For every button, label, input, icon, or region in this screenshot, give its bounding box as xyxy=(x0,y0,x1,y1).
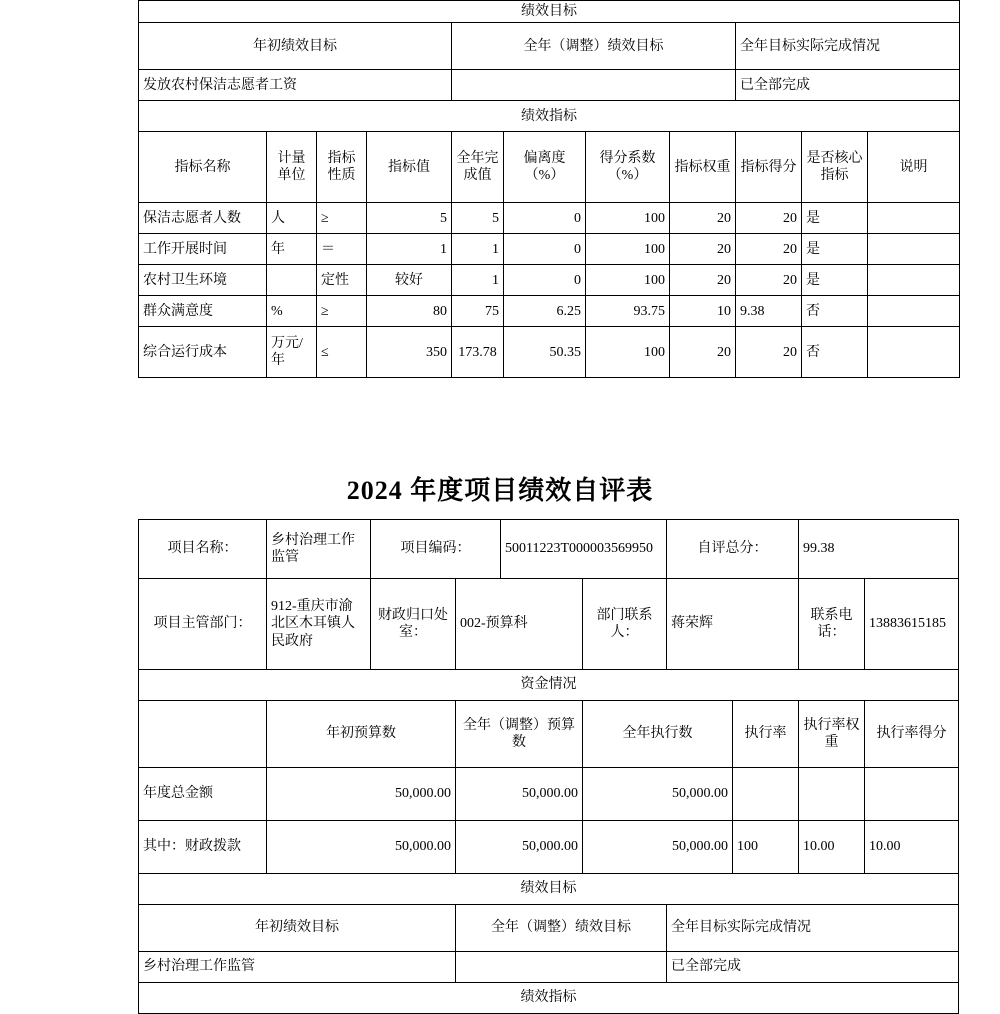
initial-goal-header: 年初绩效目标 xyxy=(139,23,452,70)
table-row xyxy=(139,296,1000,327)
fund-initial-budget: 50,000.00 xyxy=(267,768,456,821)
indicator-year-complete: 173.78 xyxy=(452,327,504,378)
spacer-cell xyxy=(960,296,1000,327)
fund-adjusted-budget: 50,000.00 xyxy=(456,768,583,821)
indicator-is-core: 是 xyxy=(802,203,868,234)
indicator-name: 群众满意度 xyxy=(139,296,267,327)
indicator-year-complete: 75 xyxy=(452,296,504,327)
spacer-cell xyxy=(959,905,1000,952)
indicator-unit xyxy=(267,265,317,296)
top-table xyxy=(138,0,1000,378)
indicator-name: 保洁志愿者人数 xyxy=(139,203,267,234)
fund-execution-rate: 100 xyxy=(733,821,799,874)
spacer-cell xyxy=(959,983,1000,1014)
col-score-coef: 得分系数（%） xyxy=(586,132,670,203)
finance-dept-label: 财政归口处室： xyxy=(371,579,456,670)
bottom-table xyxy=(138,519,1000,1014)
indicator-is-core: 是 xyxy=(802,234,868,265)
indicator-year-complete: 1 xyxy=(452,234,504,265)
col-rate-weight: 执行率权重 xyxy=(799,701,865,768)
project-code-label: 项目编码： xyxy=(371,520,501,579)
contact-value: 蒋荣辉 xyxy=(667,579,799,670)
fund-adjusted-budget: 50,000.00 xyxy=(456,821,583,874)
indicator-remark xyxy=(868,327,960,378)
indicator-score-coef: 100 xyxy=(586,234,670,265)
indicator-score: 9.38 xyxy=(736,296,802,327)
spacer-cell xyxy=(959,670,1000,701)
indicator-remark xyxy=(868,203,960,234)
table-row xyxy=(139,327,1000,378)
phone-label: 联系电话： xyxy=(799,579,865,670)
col-rate-score: 执行率得分 xyxy=(865,701,959,768)
actual-completion-header: 全年目标实际完成情况 xyxy=(736,23,960,70)
fund-section-header: 资金情况 xyxy=(139,670,959,701)
page-title: 2024 年度项目绩效自评表 xyxy=(0,470,1000,507)
col-year-complete: 全年完成值 xyxy=(452,132,504,203)
col-indicator-name: 指标名称 xyxy=(139,132,267,203)
indicator-value: 80 xyxy=(367,296,452,327)
actual-completion-value: 已全部完成 xyxy=(736,70,960,101)
performance-indicator-header: 绩效指标 xyxy=(139,101,960,132)
table-row xyxy=(139,874,1000,905)
table-row xyxy=(139,821,1000,874)
spacer-cell xyxy=(959,520,1000,579)
indicator-year-complete: 5 xyxy=(452,203,504,234)
fund-rate-score: 10.00 xyxy=(865,821,959,874)
indicator-deviation: 0 xyxy=(504,203,586,234)
table-row xyxy=(139,70,1000,101)
performance-table-top xyxy=(138,0,1000,378)
spacer-cell xyxy=(960,132,1000,203)
fund-execution-rate xyxy=(733,768,799,821)
spacer-cell xyxy=(959,579,1000,670)
indicator-weight: 20 xyxy=(670,327,736,378)
indicator-name: 综合运行成本 xyxy=(139,327,267,378)
spacer-cell xyxy=(960,101,1000,132)
col-unit: 计量单位 xyxy=(267,132,317,203)
indicator-remark xyxy=(868,234,960,265)
actual-completion-header: 全年目标实际完成情况 xyxy=(667,905,959,952)
indicator-score: 20 xyxy=(736,265,802,296)
indicator-unit: % xyxy=(267,296,317,327)
adjusted-goal-header: 全年（调整）绩效目标 xyxy=(456,905,667,952)
self-score-value: 99.38 xyxy=(799,520,959,579)
indicator-is-core: 是 xyxy=(802,265,868,296)
indicator-score: 20 xyxy=(736,203,802,234)
initial-goal-value: 发放农村保洁志愿者工资 xyxy=(139,70,452,101)
table-row xyxy=(139,952,1000,983)
self-score-label: 自评总分： xyxy=(667,520,799,579)
indicator-value: 1 xyxy=(367,234,452,265)
indicator-remark xyxy=(868,296,960,327)
table-row xyxy=(139,670,1000,701)
indicator-value: 350 xyxy=(367,327,452,378)
spacer-cell xyxy=(960,1,1000,23)
indicator-nature: ≥ xyxy=(317,203,367,234)
adjusted-goal-header: 全年（调整）绩效目标 xyxy=(452,23,736,70)
fund-rate-score xyxy=(865,768,959,821)
fund-year-execution: 50,000.00 xyxy=(583,768,733,821)
indicator-score-coef: 100 xyxy=(586,265,670,296)
indicator-weight: 20 xyxy=(670,234,736,265)
initial-goal-header: 年初绩效目标 xyxy=(139,905,456,952)
indicator-deviation: 6.25 xyxy=(504,296,586,327)
indicator-deviation: 0 xyxy=(504,234,586,265)
spacer-cell xyxy=(960,203,1000,234)
indicator-name: 农村卫生环境 xyxy=(139,265,267,296)
dept-label: 项目主管部门： xyxy=(139,579,267,670)
finance-dept-value: 002-预算科 xyxy=(456,579,583,670)
col-weight: 指标权重 xyxy=(670,132,736,203)
table-row xyxy=(139,23,1000,70)
table-row xyxy=(139,701,1000,768)
indicator-value: 较好 xyxy=(367,265,452,296)
table-row xyxy=(139,1,1000,23)
indicator-year-complete: 1 xyxy=(452,265,504,296)
table-row xyxy=(139,234,1000,265)
indicator-score: 20 xyxy=(736,234,802,265)
indicator-score-coef: 100 xyxy=(586,327,670,378)
table-row xyxy=(139,101,1000,132)
indicator-is-core: 否 xyxy=(802,296,868,327)
spacer-cell xyxy=(960,234,1000,265)
col-nature: 指标性质 xyxy=(317,132,367,203)
performance-table-bottom xyxy=(138,519,1000,1014)
indicator-weight: 20 xyxy=(670,203,736,234)
spacer-cell xyxy=(960,23,1000,70)
fund-year-execution: 50,000.00 xyxy=(583,821,733,874)
contact-label: 部门联系人： xyxy=(583,579,667,670)
col-initial-budget: 年初预算数 xyxy=(267,701,456,768)
project-name-value: 乡村治理工作监管 xyxy=(267,520,371,579)
fund-rate-weight: 10.00 xyxy=(799,821,865,874)
indicator-is-core: 否 xyxy=(802,327,868,378)
table-row xyxy=(139,579,1000,670)
spacer-cell xyxy=(959,768,1000,821)
spacer-cell xyxy=(959,874,1000,905)
spacer-cell xyxy=(960,265,1000,296)
fund-row-label: 年度总金额 xyxy=(139,768,267,821)
col-execution-rate: 执行率 xyxy=(733,701,799,768)
indicator-nature: ≤ xyxy=(317,327,367,378)
col-deviation: 偏离度（%） xyxy=(504,132,586,203)
indicator-nature: ＝ xyxy=(317,234,367,265)
project-code-value: 50011223T000003569950 xyxy=(501,520,667,579)
col-is-core: 是否核心指标 xyxy=(802,132,868,203)
spacer-cell xyxy=(959,952,1000,983)
spacer-cell xyxy=(959,821,1000,874)
indicator-value: 5 xyxy=(367,203,452,234)
indicator-unit: 人 xyxy=(267,203,317,234)
performance-indicator-header: 绩效指标 xyxy=(139,983,959,1014)
table-row xyxy=(139,983,1000,1014)
spacer-cell xyxy=(960,327,1000,378)
performance-goal-header: 绩效目标 xyxy=(139,1,960,23)
fund-rate-weight xyxy=(799,768,865,821)
table-row xyxy=(139,203,1000,234)
project-name-label: 项目名称： xyxy=(139,520,267,579)
fund-label-blank xyxy=(139,701,267,768)
fund-initial-budget: 50,000.00 xyxy=(267,821,456,874)
indicator-deviation: 50.35 xyxy=(504,327,586,378)
indicator-weight: 20 xyxy=(670,265,736,296)
col-adjusted-budget: 全年（调整）预算数 xyxy=(456,701,583,768)
col-value: 指标值 xyxy=(367,132,452,203)
table-row xyxy=(139,768,1000,821)
initial-goal-value: 乡村治理工作监管 xyxy=(139,952,456,983)
indicator-nature: 定性 xyxy=(317,265,367,296)
phone-value: 13883615185 xyxy=(865,579,959,670)
col-year-execution: 全年执行数 xyxy=(583,701,733,768)
fund-row-label: 其中：财政拨款 xyxy=(139,821,267,874)
col-score: 指标得分 xyxy=(736,132,802,203)
adjusted-goal-value xyxy=(456,952,667,983)
indicator-unit: 万元/年 xyxy=(267,327,317,378)
col-remark: 说明 xyxy=(868,132,960,203)
table-row xyxy=(139,265,1000,296)
indicator-score-coef: 100 xyxy=(586,203,670,234)
spacer-cell xyxy=(960,70,1000,101)
indicator-unit: 年 xyxy=(267,234,317,265)
table-row xyxy=(139,520,1000,579)
dept-value: 912-重庆市渝北区木耳镇人民政府 xyxy=(267,579,371,670)
indicator-score-coef: 93.75 xyxy=(586,296,670,327)
indicator-weight: 10 xyxy=(670,296,736,327)
spacer-cell xyxy=(959,701,1000,768)
indicator-nature: ≥ xyxy=(317,296,367,327)
indicator-deviation: 0 xyxy=(504,265,586,296)
indicator-name: 工作开展时间 xyxy=(139,234,267,265)
actual-completion-value: 已全部完成 xyxy=(667,952,959,983)
goal-section-header: 绩效目标 xyxy=(139,874,959,905)
indicator-remark xyxy=(868,265,960,296)
table-row xyxy=(139,905,1000,952)
adjusted-goal-value xyxy=(452,70,736,101)
indicator-score: 20 xyxy=(736,327,802,378)
table-row xyxy=(139,132,1000,203)
